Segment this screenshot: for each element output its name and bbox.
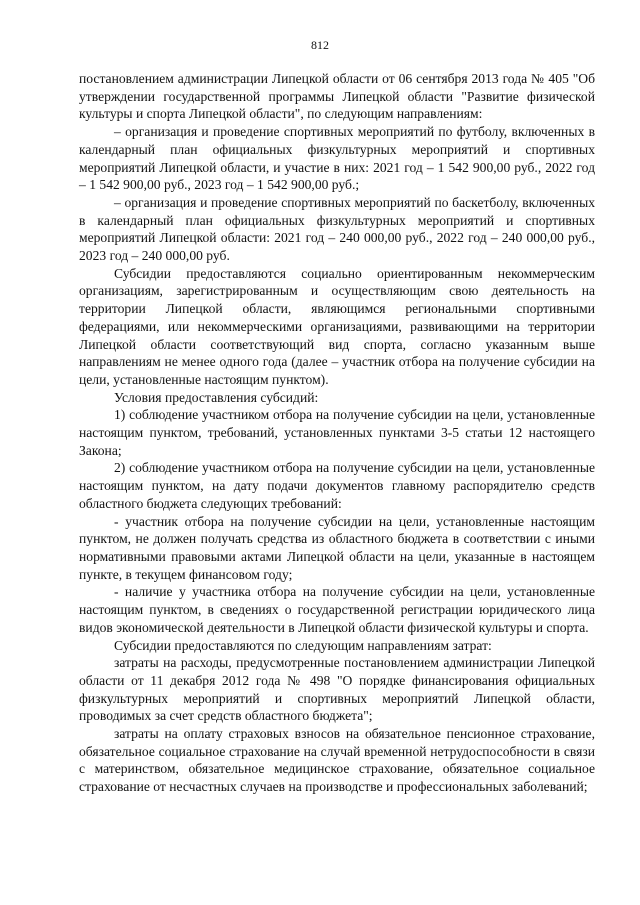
document-body bbox=[79, 70, 595, 796]
paragraph: постановлением администрации Липецкой области от 06 сентября 2013 года № 405 "Об утверждении государственной программы Липецкой области "Развитие физической культуры и спорта Липецкой области", по следующим направлениям: bbox=[79, 71, 595, 122]
paragraph: - участник отбора на получение субсидии на цели, установленные настоящим пунктом, не должен получать средства из областного бюджета в соответствии с иными нормативными правовыми актами Липецкой области на цели, указанные в настоящем пункте, в текущем финансовом году; bbox=[79, 513, 595, 582]
paragraph: - наличие у участника отбора на получение субсидии на цели, установленные настоящим пунктом, в сведениях о государственной регистрации юридического лица видов экономической деятельности в Липецкой области физической культуры и спорта. bbox=[79, 584, 595, 635]
paragraph: 1) соблюдение участником отбора на получение субсидии на цели, установленные настоящим пунктом, требований, установленных пунктами 3-5 статьи 12 настоящего Закона; bbox=[79, 407, 595, 458]
paragraph: Субсидии предоставляются по следующим направлениям затрат: bbox=[114, 637, 492, 653]
paragraph: – организация и проведение спортивных мероприятий по баскетболу, включенных в календарный план официальных физкультурных мероприятий и спортивных мероприятий Липецкой области: 2021 год – 240 000,00 руб., 2022 год – 240 000,00 руб., 2023 год – 240 000,00 руб. bbox=[79, 194, 595, 264]
paragraph: Субсидии предоставляются социально ориентированным некоммерческим организациям, зарегистрированным и осуществляющим свою деятельность на территории Липецкой области, являющимся региональными спортивными федерациями, или некоммерческими организациями, развивающими на территории Липецкой области соответствующий вид спорта, согласно указанным выше направлениям не менее одного года (далее – участник отбора на получение субсидии на цели, установленные настоящим пунктом). bbox=[79, 265, 595, 387]
paragraph: затраты на оплату страховых взносов на обязательное пенсионное страхование, обязательное социальное страхование на случай временной нетрудоспособности в связи с материнством, обязательное медицинское страхование, обязательное социальное страхование от несчастных случаев на производстве и профессиональных заболеваний; bbox=[79, 726, 595, 795]
paragraph: Условия предоставления субсидий: bbox=[114, 389, 319, 405]
paragraph: 2) соблюдение участником отбора на получение субсидии на цели, установленные настоящим пунктом, на дату подачи документов главному распорядителю средств областного бюджета следующих требований: bbox=[79, 460, 595, 511]
page-number: 812 bbox=[311, 38, 329, 52]
paragraph: – организация и проведение спортивных мероприятий по футболу, включенных в календарный план официальных физкультурных мероприятий и спортивных мероприятий Липецкой области, и участие в них: 2021 год – 1 542 900,00 руб., 2022 год – 1 542 900,00 руб., 2023 год – 1 542 900,00 руб.; bbox=[79, 124, 595, 193]
paragraph: затраты на расходы, предусмотренные постановлением администрации Липецкой области от 11 декабря 2012 года № 498 "О порядке финансирования официальных физкультурных мероприятий и спортивных мероприятий Липецкой области, проводимых за счет средств областного бюджета"; bbox=[79, 655, 595, 724]
